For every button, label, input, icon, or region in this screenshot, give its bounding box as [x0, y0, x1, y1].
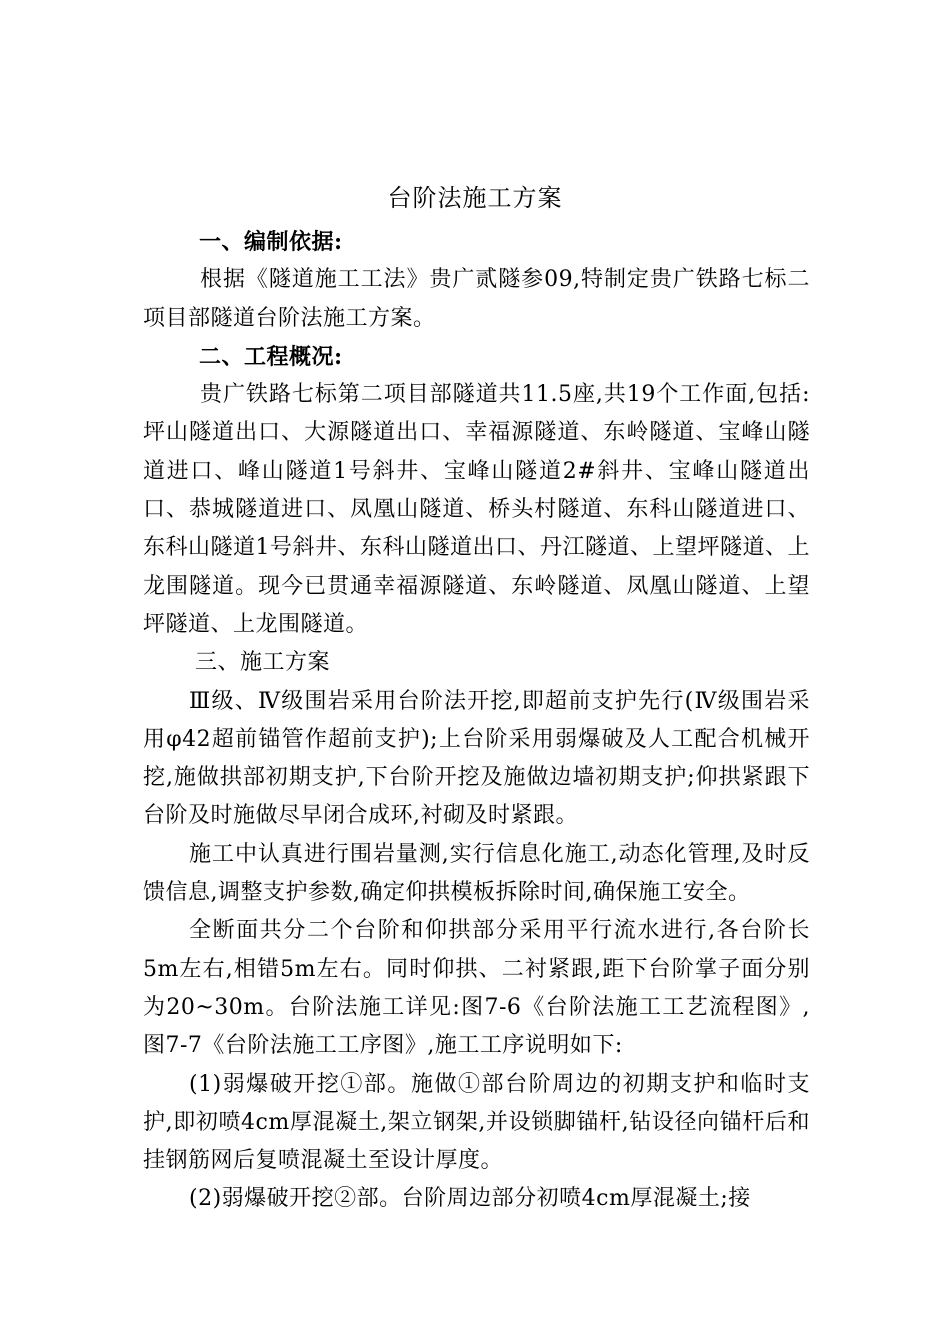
paragraph-plan-monitoring: 施工中认真进行围岩量测,实行信息化施工,动态化管理,及时反馈信息,调整支护参数,确定仰拱模板拆除时间,确保施工安全。: [143, 841, 810, 906]
section-heading-plan: 三、施工方案: [195, 650, 331, 676]
paragraph-plan-staging: 全断面共分二个台阶和仰拱部分采用平行流水进行,各台阶长5m左右,相错5m左右。同时仰拱、二衬紧跟,距下台阶掌子面分别为20~30m。台阶法施工详见:图7-6《台阶法施工工艺流程图》,图7-7《台阶法施工工序图》,施工工序说明如下:: [143, 918, 810, 1059]
paragraph-basis: 根据《隧道施工工法》贵广贰隧参09,特制定贵广铁路七标二项目部隧道台阶法施工方案。: [143, 267, 810, 331]
document-body: [143, 223, 810, 1219]
paragraph-step-2: (2)弱爆破开挖②部。台阶周边部分初喷4cm厚混凝土;接: [189, 1186, 751, 1212]
paragraph-plan-excavation: Ⅲ级、Ⅳ级围岩采用台阶法开挖,即超前支护先行(Ⅳ级围岩采用φ42超前锚管作超前支护);上台阶采用弱爆破及人工配合机械开挖,施做拱部初期支护,下台阶开挖及施做边墙初期支护;仰拱紧跟下台阶及时施做尽早闭合成环,衬砌及时紧跟。: [143, 688, 810, 829]
paragraph-overview: 贵广铁路七标第二项目部隧道共11.5座,共19个工作面,包括:坪山隧道出口、大源隧道出口、幸福源隧道、东岭隧道、宝峰山隧道进口、峰山隧道1号斜井、宝峰山隧道2#斜井、宝峰山隧道出口、恭城隧道进口、凤凰山隧道、桥头村隧道、东科山隧道进口、东科山隧道1号斜井、东科山隧道出口、丹江隧道、上望坪隧道、上龙围隧道。现今已贯通幸福源隧道、东岭隧道、凤凰山隧道、上望坪隧道、上龙围隧道。: [143, 382, 810, 637]
paragraph-step-1: (1)弱爆破开挖①部。施做①部台阶周边的初期支护和临时支护,即初喷4cm厚混凝土,架立钢架,并设锁脚锚杆,钻设径向锚杆后和挂钢筋网后复喷混凝土至设计厚度。: [143, 1071, 810, 1174]
page-title: 台阶法施工方案: [387, 184, 563, 212]
section-heading-overview: 二、工程概况:: [199, 343, 343, 370]
section-heading-basis: 一、编制依据:: [199, 229, 343, 255]
